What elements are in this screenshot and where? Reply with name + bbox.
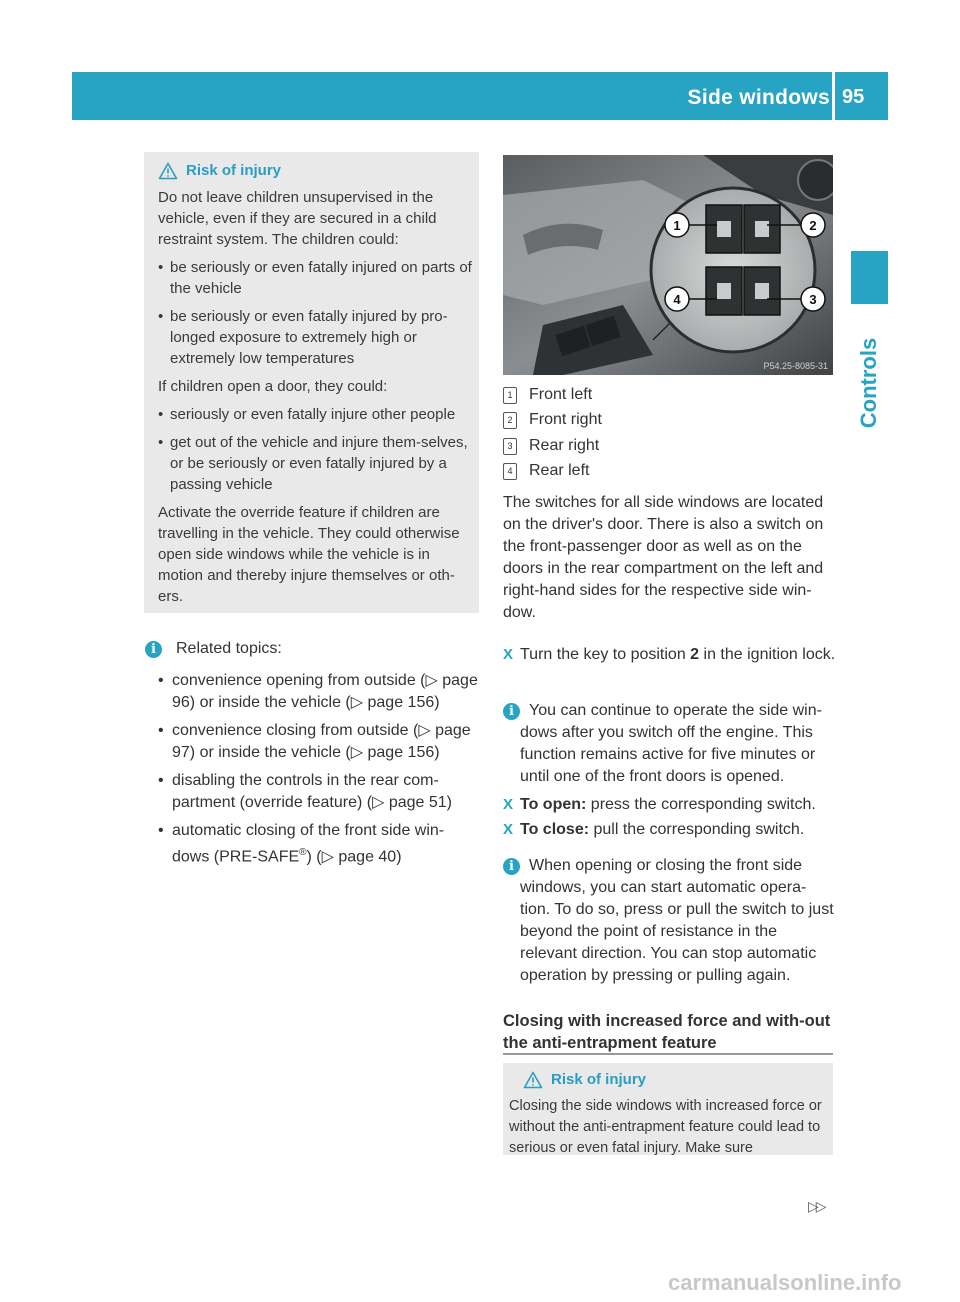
warning-intro: Do not leave children unsupervised in the vehicle, even if they are secured in a child restraint system. The children could: bbox=[158, 189, 437, 248]
info-icon: i bbox=[145, 641, 162, 658]
page-title: Side windows bbox=[687, 86, 830, 109]
legend-item: 3 Rear right bbox=[503, 435, 599, 457]
instruction-step: X To close: pull the corresponding switch. bbox=[503, 819, 836, 841]
note-text: You can continue to operate the side win-dows after you switch off the engine. This function remains active for five minutes or until one of the front doors is opened. bbox=[520, 702, 822, 785]
related-topic-item: • disabling the controls in the rear com-partment (override feature) (▷ page 51) bbox=[158, 770, 480, 814]
warning-bullet: • seriously or even fatally injure other people bbox=[158, 404, 473, 425]
related-topic-item: • convenience closing from outside (▷ page 97) or inside the vehicle (▷ page 156) bbox=[158, 720, 480, 764]
door-window-switch-figure bbox=[503, 155, 833, 375]
warning-title: Risk of injury bbox=[158, 160, 473, 181]
section-heading: Closing with increased force and with-out the anti-entrapment feature bbox=[503, 1012, 831, 1052]
instruction-step: X Turn the key to position 2 in the ignition lock. bbox=[503, 644, 836, 666]
warning-triangle-icon bbox=[158, 162, 178, 180]
step-arrow-icon: X bbox=[503, 646, 514, 663]
note-text: When opening or closing the front side windows, you can start automatic opera-tion. To do so, press or pull the switch to just beyond the point of resistance in the relevant direction. You can stop automatic operation by pressing or pulling again. bbox=[520, 857, 834, 984]
chapter-label: Controls bbox=[856, 337, 881, 429]
page-number: 95 bbox=[842, 86, 865, 108]
callout-label: 3 bbox=[809, 292, 817, 307]
warning-bullet: • be seriously or even fatally injured by pro-longed exposure to extremely high or extremely low temperatures bbox=[158, 306, 473, 369]
warning-box-children bbox=[144, 152, 479, 613]
callout-label: 1 bbox=[673, 218, 681, 233]
warning-box-force-closing bbox=[503, 1063, 833, 1155]
watermark: carmanualsonline.info bbox=[668, 1270, 902, 1295]
warning-bullet: • be seriously or even fatally injured on parts of the vehicle bbox=[158, 257, 473, 299]
legend-item: 2 Front right bbox=[503, 409, 602, 431]
section-divider bbox=[503, 1053, 833, 1055]
body-paragraph: The switches for all side windows are located on the driver's door. There is also a switch on the front-passenger door as well as on the doors in the rear compartment on the left and right-hand sides for the respective side win-dow. bbox=[503, 494, 824, 621]
related-topic-item: • automatic closing of the front side win-dows (PRE-SAFE®) (▷ page 40) bbox=[158, 820, 480, 868]
header-divider bbox=[832, 72, 835, 120]
related-topics-title: Related topics: bbox=[176, 640, 282, 657]
warning-bullet: • get out of the vehicle and injure them-selves, or be seriously or even fatally injured by a passing vehicle bbox=[158, 432, 473, 495]
legend-item: 4 Rear left bbox=[503, 460, 589, 482]
warning-closing: Activate the override feature if children are travelling in the vehicle. They could otherwise open side windows while the vehicle is in motion and thereby injure themselves or oth-ers. bbox=[158, 504, 460, 605]
warning-triangle-icon bbox=[523, 1071, 543, 1089]
info-icon: i bbox=[503, 703, 520, 720]
instruction-step: X To open: press the corresponding switch. bbox=[503, 794, 836, 816]
side-tab-marker bbox=[851, 251, 888, 304]
related-topics-list bbox=[158, 670, 480, 874]
callout-label: 2 bbox=[809, 218, 817, 233]
info-icon: i bbox=[503, 858, 520, 875]
warning-title: Risk of injury bbox=[523, 1069, 827, 1090]
figure-code: P54.25-8085-31 bbox=[763, 361, 828, 371]
continued-arrow-icon: ▷▷ bbox=[808, 1198, 824, 1214]
warning-doors-intro: If children open a door, they could: bbox=[158, 378, 388, 395]
step-arrow-icon: X bbox=[503, 796, 514, 813]
warning-text: Closing the side windows with increased force or without the anti-entrapment feature could lead to serious or even fatal injury. Make sure bbox=[509, 1098, 822, 1156]
callout-label: 4 bbox=[673, 292, 681, 307]
related-topic-item: • convenience opening from outside (▷ page 96) or inside the vehicle (▷ page 156) bbox=[158, 670, 480, 714]
legend-item: 1 Front left bbox=[503, 384, 592, 406]
step-arrow-icon: X bbox=[503, 821, 514, 838]
